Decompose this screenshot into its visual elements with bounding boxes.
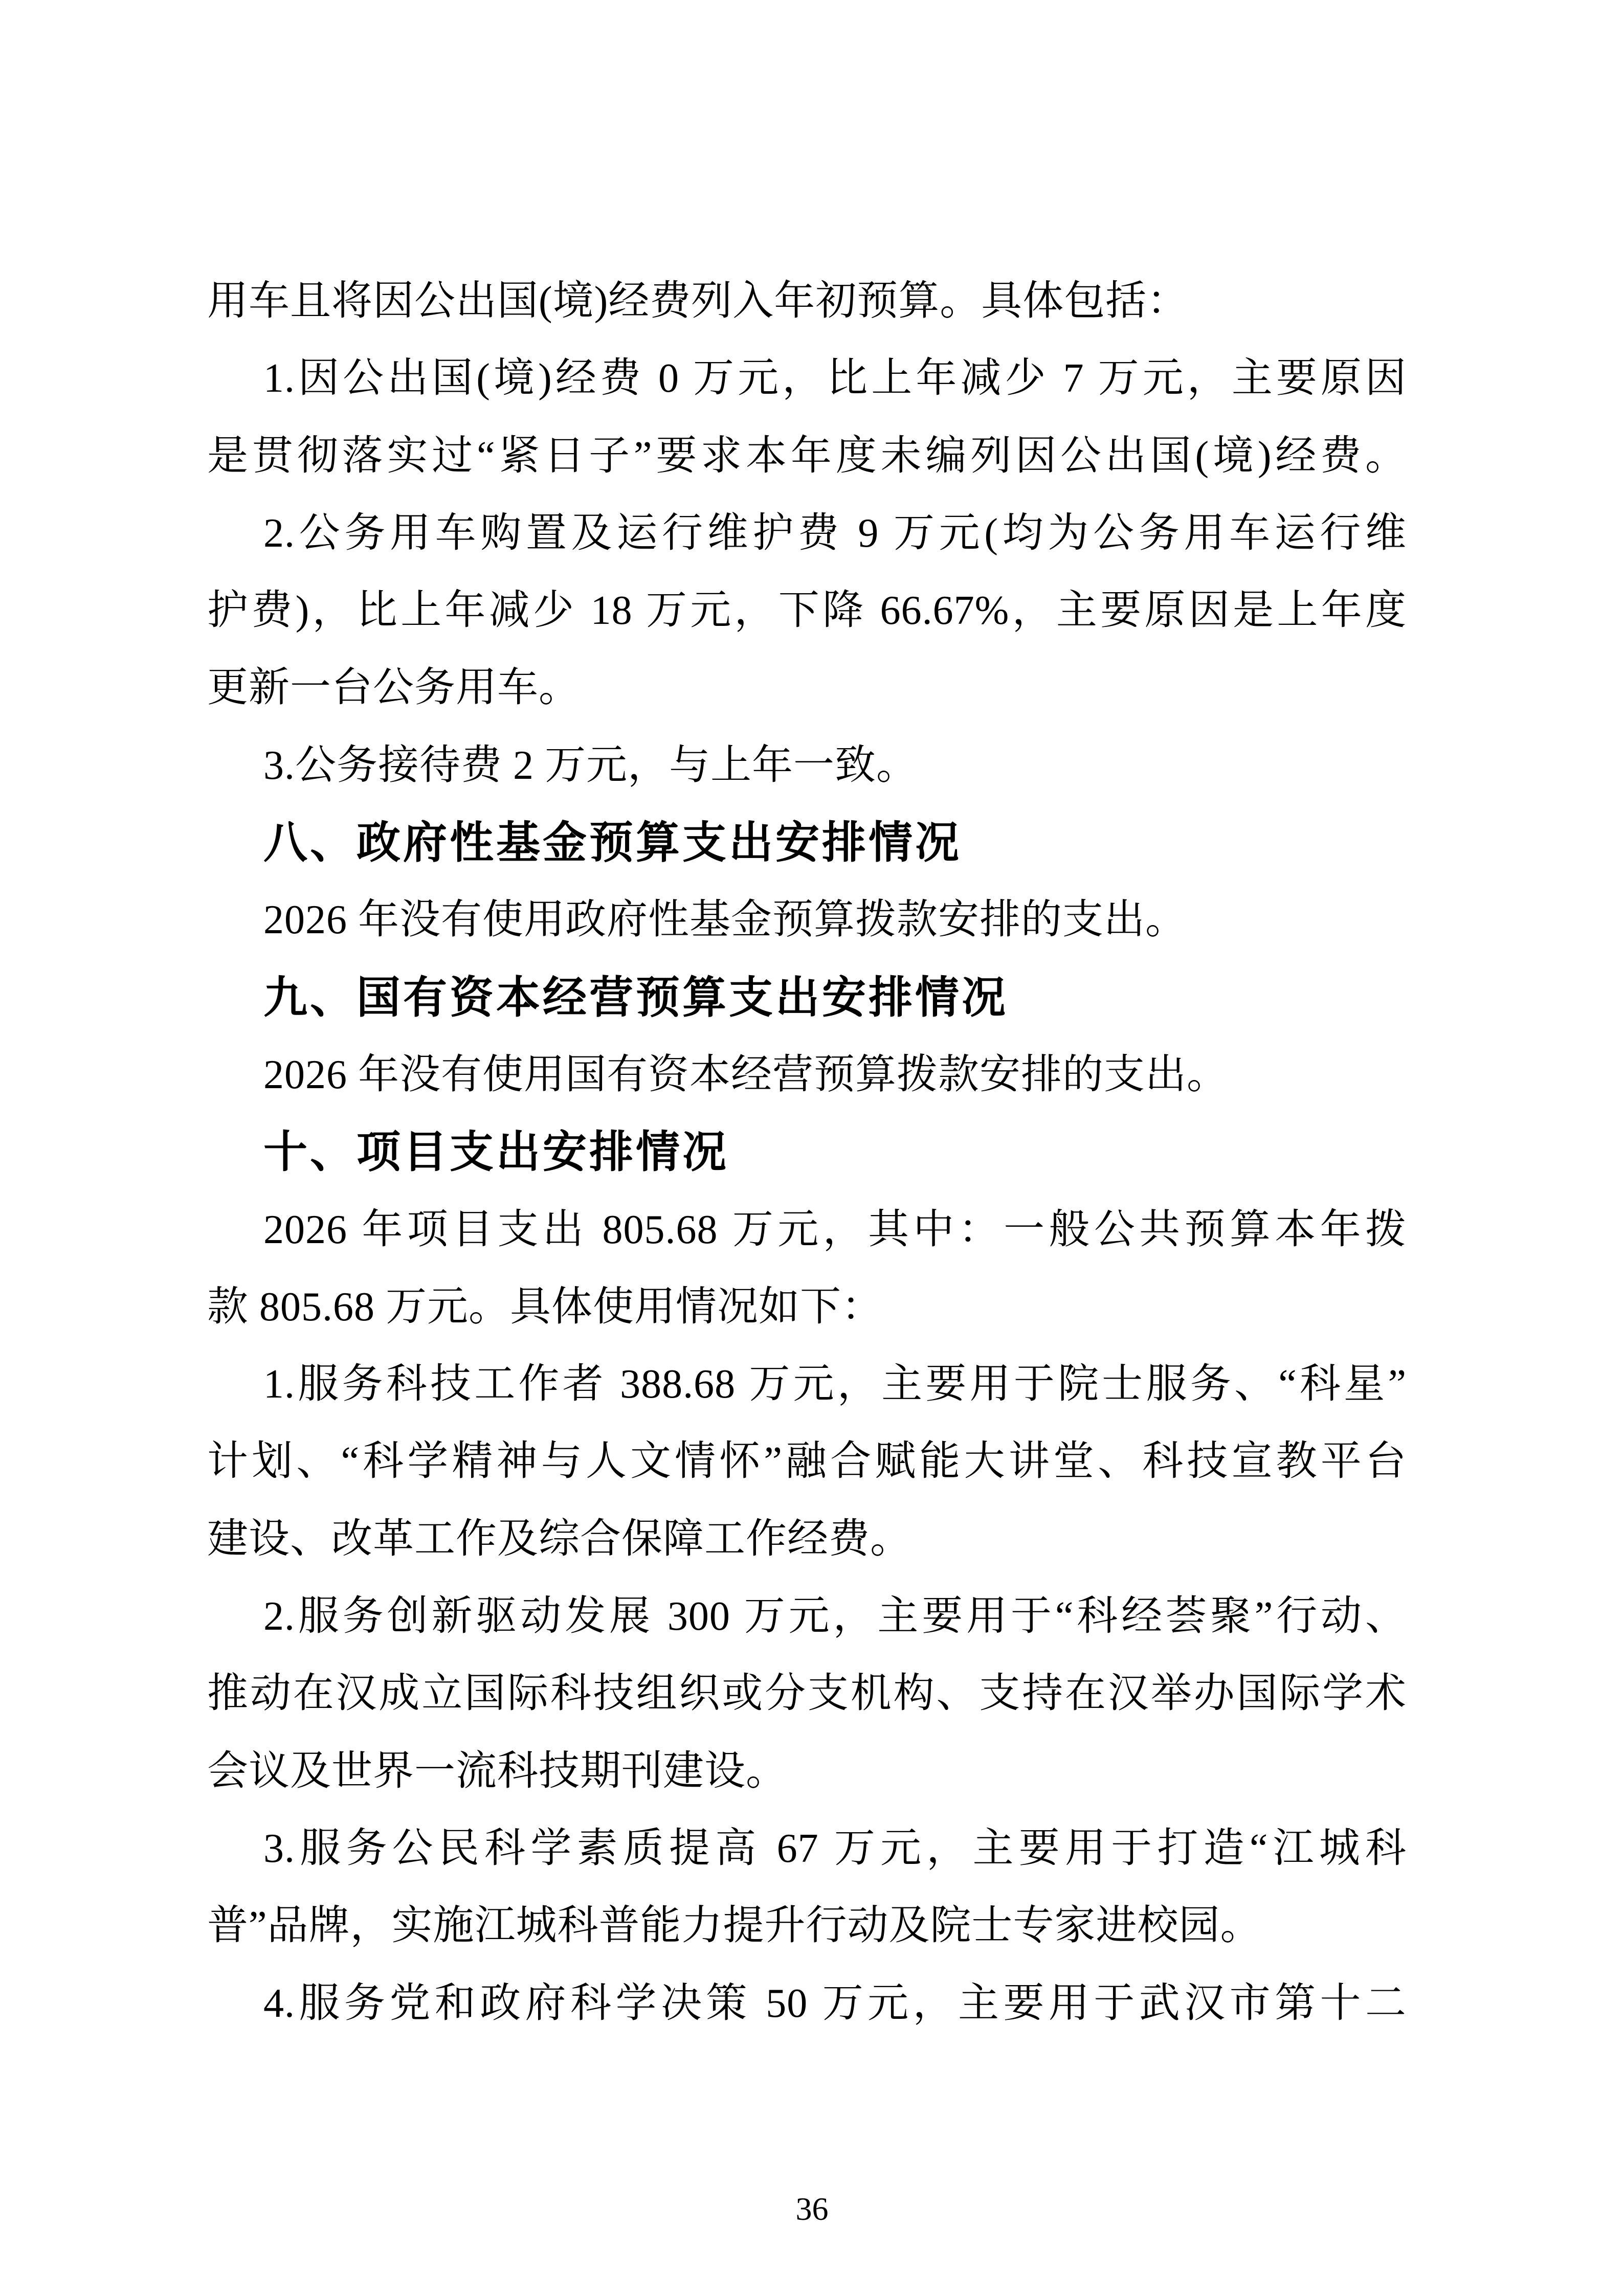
section-heading-8: 八、政府性基金预算支出安排情况 bbox=[263, 818, 962, 868]
text-line: 会议及世界一流科技期刊建设。 bbox=[207, 1748, 787, 1794]
text-line: 3.公务接待费 2 万元，与上年一致。 bbox=[263, 742, 918, 788]
text-line: 护费)，比上年减少 18 万元，下降 66.67%，主要原因是上年度 bbox=[207, 588, 1407, 634]
text-line: 1.服务科技工作者 388.68 万元，主要用于院士服务、“科星” bbox=[263, 1362, 1407, 1407]
text-line: 推动在汉成立国际科技组织或分支机构、支持在汉举办国际学术 bbox=[207, 1671, 1407, 1717]
text-line: 2.公务用车购置及运行维护费 9 万元(均为公务用车运行维 bbox=[263, 510, 1407, 556]
page-number: 36 bbox=[795, 2191, 829, 2227]
text-line: 是贯彻落实过“紧日子”要求本年度未编列因公出国(境)经费。 bbox=[207, 433, 1407, 479]
body-text-column bbox=[207, 263, 1407, 2042]
section-heading-10: 十、项目支出安排情况 bbox=[263, 1128, 729, 1177]
text-line: 2.服务创新驱动发展 300 万元，主要用于“科经荟聚”行动、 bbox=[263, 1594, 1407, 1639]
text-line: 计划、“科学精神与人文情怀”融合赋能大讲堂、科技宣教平台 bbox=[207, 1439, 1407, 1484]
text-line: 款 805.68 万元。具体使用情况如下： bbox=[207, 1284, 883, 1330]
text-line: 用车且将因公出国(境)经费列入年初预算。具体包括： bbox=[207, 279, 1189, 324]
text-line: 2026 年没有使用国有资本经营预算拨款安排的支出。 bbox=[263, 1052, 1228, 1097]
text-line: 2026 年项目支出 805.68 万元，其中：一般公共预算本年拨 bbox=[263, 1207, 1407, 1252]
text-line: 2026 年没有使用政府性基金预算拨款安排的支出。 bbox=[263, 897, 1187, 943]
text-line: 建设、改革工作及综合保障工作经费。 bbox=[207, 1516, 911, 1562]
text-line: 1.因公出国(境)经费 0 万元，比上年减少 7 万元，主要原因 bbox=[263, 356, 1407, 401]
text-line: 普”品牌，实施江城科普能力提升行动及院士专家进校园。 bbox=[207, 1903, 1262, 1949]
text-line: 3.服务公民科学素质提高 67 万元，主要用于打造“江城科 bbox=[263, 1826, 1407, 1871]
text-line: 更新一台公务用车。 bbox=[207, 665, 580, 711]
section-heading-9: 九、国有资本经营预算支出安排情况 bbox=[263, 973, 1008, 1022]
text-line: 4.服务党和政府科学决策 50 万元，主要用于武汉市第十二 bbox=[263, 1980, 1407, 2026]
